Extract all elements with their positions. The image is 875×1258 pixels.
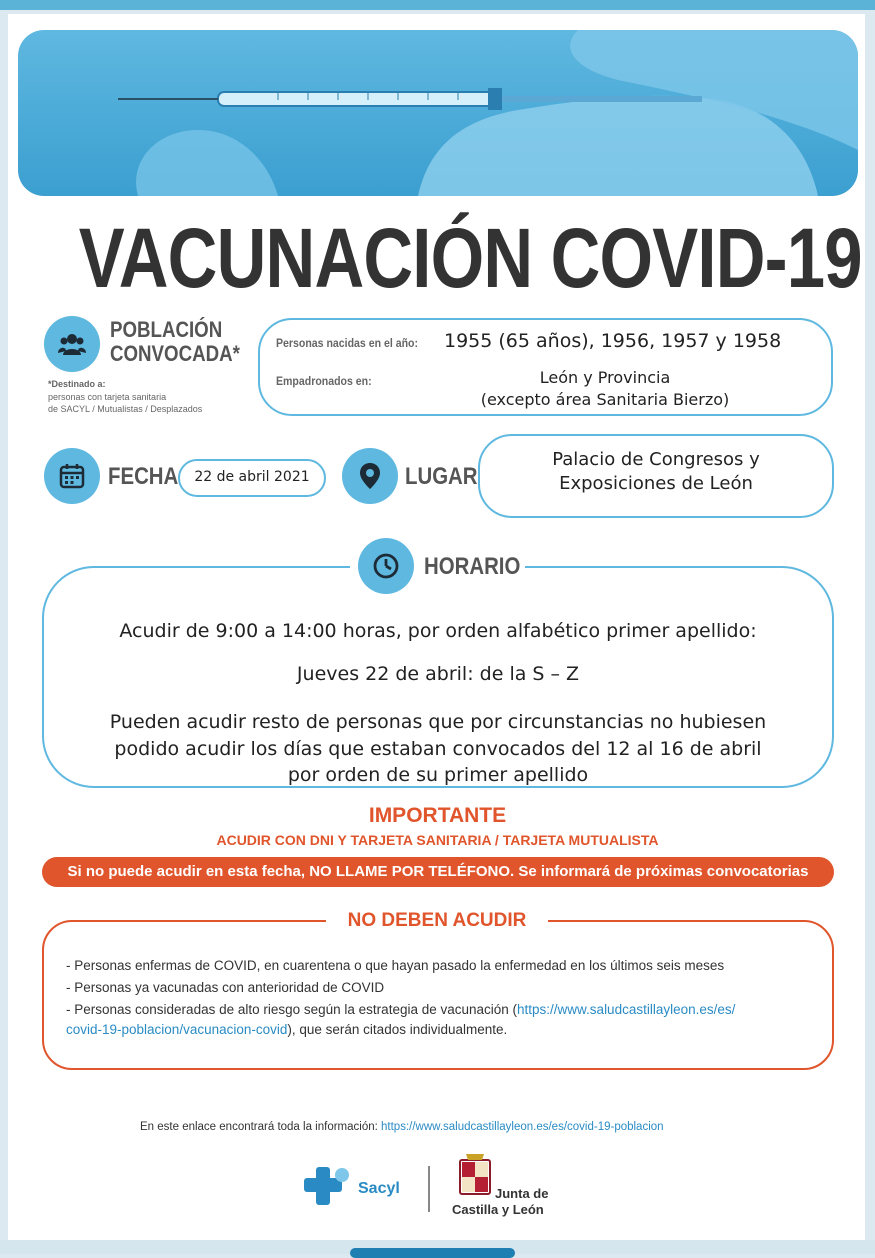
lugar-label: LUGAR [405,463,478,490]
footer-info [140,1121,664,1133]
bottom-indicator [350,1248,515,1258]
no-deben-item-1: - Personas enfermas de COVID, en cuarentena o que hayan pasado la enfermedad en los últimos seis meses [66,958,725,973]
horario-line1: Acudir de 9:00 a 14:00 horas, por orden alfabético primer apellido: [119,620,757,642]
clock-icon [358,538,414,594]
importante-title: IMPORTANTE [368,804,507,827]
syringe-hero-image [18,30,858,196]
lugar-line2: Exposiciones de León [559,473,753,494]
horario-line2: Jueves 22 de abril: de la S – Z [296,663,580,685]
location-pin-icon [342,448,398,504]
horario-label: HORARIO [424,553,521,580]
importante-banner: Si no puede acudir en esta fecha, NO LLAME POR TELÉFONO. Se informará de próximas convocatorias [42,857,834,887]
empadronados-line1: León y Provincia [539,368,671,387]
fecha-value: 22 de abril 2021 [194,469,310,485]
no-deben-item-3-text: - Personas consideradas de alto riesgo según la estrategia de vacunación ( [66,1002,518,1017]
footer-info-link[interactable]: https://www.saludcastillayleon.es/es/covid-19-poblacion [381,1121,664,1133]
junta-logo [458,1154,492,1198]
empadronados-label: Empadronados en: [276,374,372,388]
poblacion-note-title: *Destinado a: [48,379,106,389]
poblacion-label [110,318,240,366]
calendar-icon [44,448,100,504]
poblacion-note-line1: personas con tarjeta sanitaria [48,392,167,402]
sacyl-logo [304,1163,354,1213]
empadronados-line2: (excepto área Sanitaria Bierzo) [480,390,730,409]
poblacion-label-line2: CONVOCADA* [110,341,240,366]
horario-line4: podido acudir los días que estaban convocados del 12 al 16 de abril [114,738,762,760]
nacidos-label: Personas nacidas en el año: [276,336,419,350]
fecha-label: FECHA [108,463,179,490]
page-title: VACUNACIÓN COVID-19 [78,211,862,305]
top-bar [0,0,875,10]
syringe-icon [18,30,858,196]
no-deben-box [42,920,834,1070]
no-deben-item-3 [66,1002,735,1017]
junta-line2: Castilla y León [452,1202,544,1217]
people-icon [44,316,100,372]
importante-subtitle: ACUDIR CON DNI Y TARJETA SANITARIA / TARJETA MUTUALISTA [216,832,659,848]
no-deben-item-2: - Personas ya vacunadas con anterioridad de COVID [66,980,385,995]
poblacion-note-line2: de SACYL / Mutualistas / Desplazados [48,404,203,414]
footer-info-text: En este enlace encontrará toda la información: [140,1121,378,1133]
junta-line1: Junta de [495,1186,549,1201]
poblacion-label-line1: POBLACIÓN [110,317,223,342]
footer-divider [428,1166,430,1212]
no-deben-title: NO DEBEN ACUDIR [347,910,527,931]
lugar-line1: Palacio de Congresos y [552,449,760,470]
no-deben-item-3-end: ), que serán citados individualmente. [287,1022,508,1037]
horario-line3: Pueden acudir resto de personas que por circunstancias no hubiesen [109,711,767,733]
no-deben-item-3-cont [66,1022,507,1037]
sacyl-text: Sacyl [358,1180,400,1197]
vacunacion-link-part2[interactable]: covid-19-poblacion/vacunacion-covid [66,1022,288,1037]
horario-line5: por orden de su primer apellido [287,764,589,786]
nacidos-value: 1955 (65 años), 1956, 1957 y 1958 [444,330,782,352]
vacunacion-link-part1[interactable]: https://www.saludcastillayleon.es/es/ [517,1002,736,1017]
